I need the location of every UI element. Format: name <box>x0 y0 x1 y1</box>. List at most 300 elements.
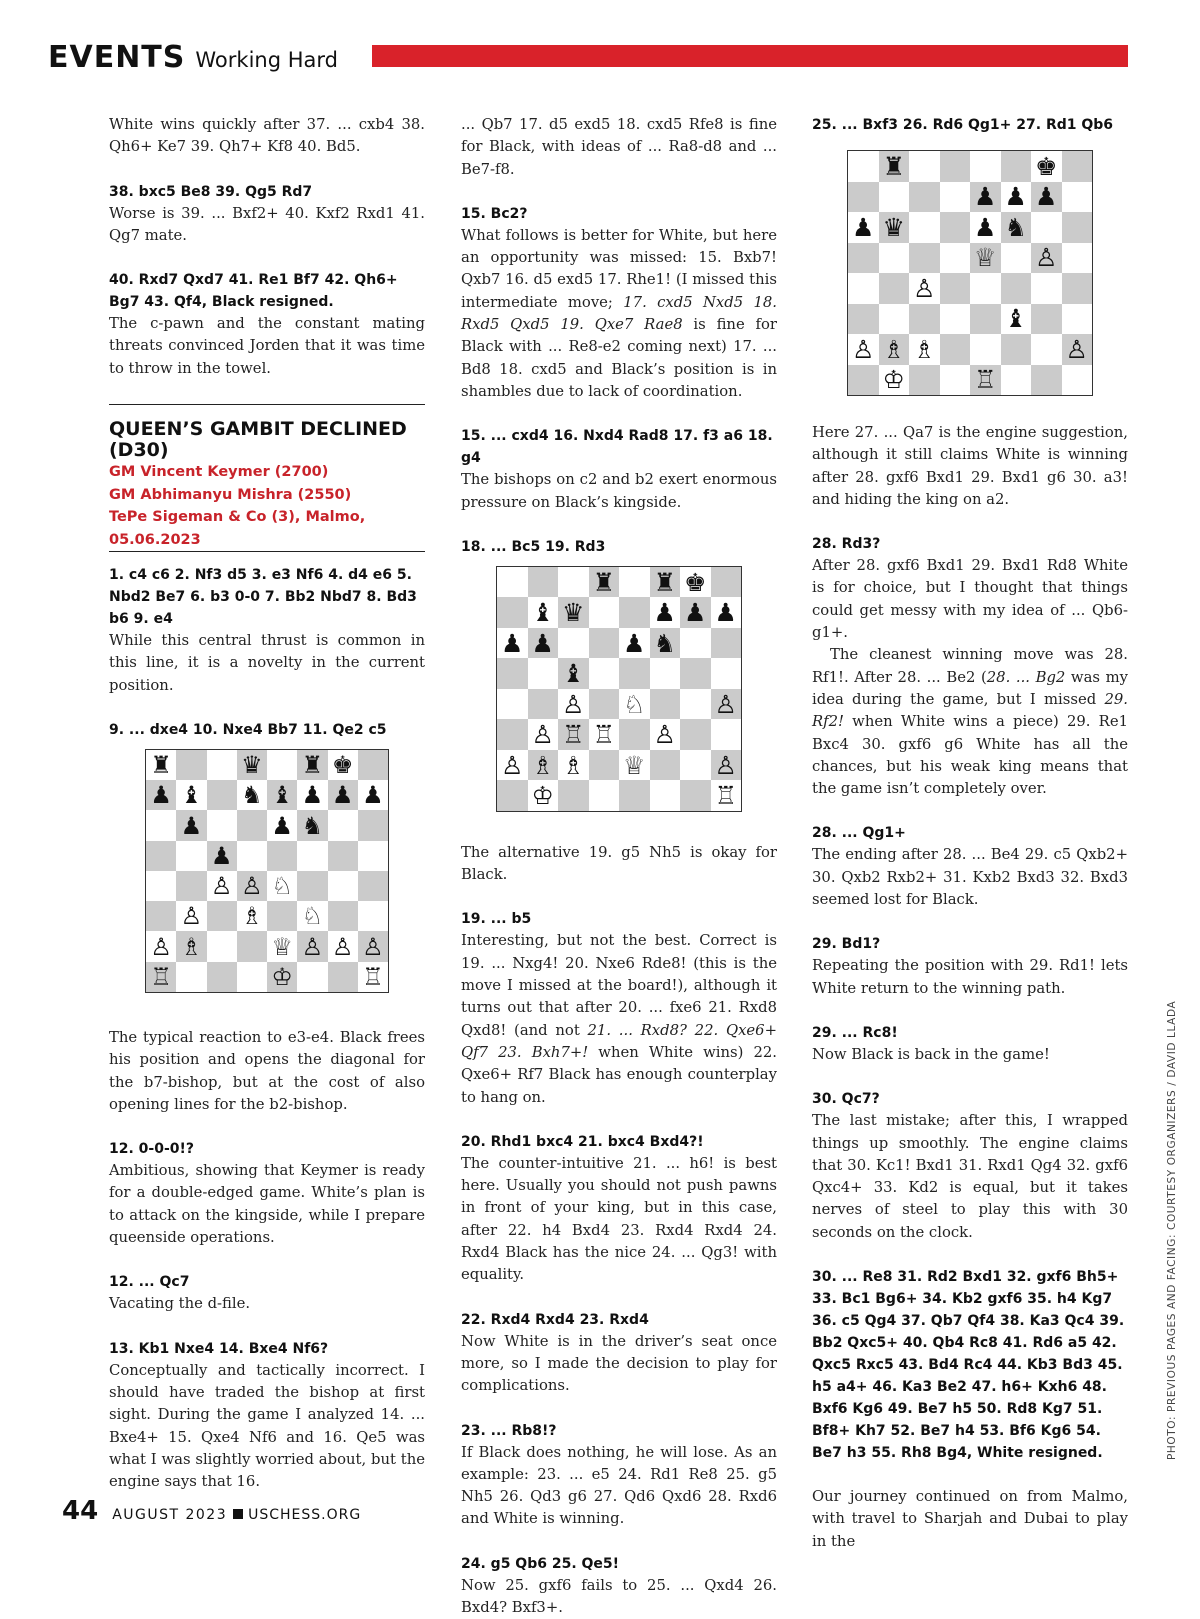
board-square <box>1001 182 1032 213</box>
board-square <box>619 567 650 598</box>
board-square <box>1001 243 1032 274</box>
move-heading: 23. ... Rb8!? <box>461 1422 557 1439</box>
commentary-paragraph <box>461 225 777 403</box>
text-run: was my idea during the game, but I missed <box>812 668 1128 708</box>
black-queen-icon: ♛ <box>882 212 905 242</box>
board-square <box>650 719 681 750</box>
chess-diagram <box>461 566 777 812</box>
white-pawn-icon: ♙ <box>150 932 172 961</box>
board-square <box>619 628 650 659</box>
board-square <box>558 780 589 811</box>
board-square <box>497 658 528 689</box>
board-square <box>328 841 358 871</box>
board-square <box>267 841 297 871</box>
board-square <box>970 182 1001 213</box>
board-square <box>619 658 650 689</box>
spacer <box>461 1109 777 1131</box>
board-square <box>528 689 559 720</box>
chess-board <box>847 150 1093 396</box>
board-square <box>176 962 206 992</box>
board-square <box>358 901 388 931</box>
board-square <box>297 962 327 992</box>
board-square <box>879 151 910 182</box>
board-square <box>297 810 327 840</box>
move-heading: 20. Rhd1 bxc4 21. bxc4 Bxd4?! <box>461 1133 704 1150</box>
board-square <box>619 597 650 628</box>
board-square <box>237 901 267 931</box>
site-name: USCHESS.ORG <box>248 1507 362 1523</box>
board-square <box>297 931 327 961</box>
text-run: What follows is better for White, but here an opportunity was missed: 15. Bxb7! Qxb7 16. d5 exd5 17. Rhe1! (I missed this intermediate move; <box>461 226 777 311</box>
board-square <box>1062 273 1093 304</box>
black-pawn-icon: ♟ <box>623 628 646 658</box>
black-pawn-icon: ♟ <box>331 781 354 810</box>
board-square <box>267 810 297 840</box>
board-square <box>650 597 681 628</box>
black-rook-icon: ♜ <box>592 567 615 597</box>
board-square <box>940 365 971 396</box>
board-square <box>146 901 176 931</box>
column-1 <box>109 114 425 1493</box>
white-pawn-icon: ♙ <box>1035 243 1058 273</box>
board-square <box>940 304 971 335</box>
divider <box>109 404 425 405</box>
white-bishop-icon: ♗ <box>531 750 554 780</box>
board-square <box>619 750 650 781</box>
board-square <box>680 689 711 720</box>
commentary-paragraph: Conceptually and tactically incorrect. I should have traded the bishop at first sight. During the game I analyzed 14. ... Bxe4+ 15. Qxe4 Nf6 and 16. Qe5 was what I was slightly worried about, but the engine says that 16. <box>109 1361 425 1491</box>
commentary-paragraph: The c-pawn and the constant mating threats convinced Jorden that it was time to throw in the towel. <box>109 315 425 377</box>
black-pawn-icon: ♟ <box>1004 182 1027 212</box>
board-square <box>711 567 742 598</box>
black-king-icon: ♚ <box>331 751 354 780</box>
board-square <box>176 780 206 810</box>
board-square <box>711 750 742 781</box>
black-bishop-icon: ♝ <box>562 659 585 689</box>
black-bishop-icon: ♝ <box>271 781 293 810</box>
white-rook-icon: ♖ <box>562 720 585 750</box>
board-square <box>146 780 176 810</box>
board-square <box>619 689 650 720</box>
board-square <box>879 365 910 396</box>
analysis-variation: 21. ... Rxd8? 22. Qxe6+ Qf7 23. Bxh7+! <box>461 1021 777 1061</box>
black-pawn-icon: ♟ <box>271 811 293 840</box>
board-square <box>940 243 971 274</box>
board-square <box>328 871 358 901</box>
board-square <box>680 628 711 659</box>
board-square <box>146 810 176 840</box>
white-queen-icon: ♕ <box>271 932 293 961</box>
commentary-paragraph: White wins quickly after 37. ... cxb4 38. Qh6+ Ke7 39. Qh7+ Kf8 40. Bd5. <box>109 116 425 156</box>
board-square <box>176 871 206 901</box>
board-square <box>1062 243 1093 274</box>
spacer <box>109 1116 425 1138</box>
board-square <box>237 780 267 810</box>
board-square <box>328 810 358 840</box>
white-pawn-icon: ♙ <box>501 750 524 780</box>
spacer <box>812 1244 1128 1266</box>
board-square <box>558 567 589 598</box>
white-pawn-icon: ♙ <box>362 932 384 961</box>
board-square <box>328 780 358 810</box>
move-heading: 19. ... b5 <box>461 911 532 928</box>
board-square <box>940 212 971 243</box>
commentary-paragraph: The typical reaction to e3-e4. Black frees his position and opens the diagonal for the b7-bishop, but at the cost of also opening lines for the b2-bishop. <box>109 1028 425 1113</box>
board-square <box>358 962 388 992</box>
white-pawn-icon: ♙ <box>210 872 233 901</box>
footer-square-icon <box>233 1509 243 1519</box>
board-square <box>970 243 1001 274</box>
white-pawn-icon: ♙ <box>331 932 354 961</box>
board-square <box>909 365 940 396</box>
board-square <box>207 962 237 992</box>
white-rook-icon: ♖ <box>974 365 997 395</box>
commentary-paragraph: The last mistake; after this, I wrapped things up smoothly. The engine claims that 30. Kc1! Bxd1 31. Rxd1 Qg4 32. gxf6 Qxc4+ 33. Kd2 is equal, but it takes nerves of steel to play this with 30 seconds on the clock. <box>812 1112 1128 1241</box>
board-square <box>940 273 971 304</box>
board-square <box>497 780 528 811</box>
board-square <box>909 273 940 304</box>
board-square <box>848 151 879 182</box>
board-square <box>237 750 267 780</box>
commentary-paragraph: The counter-intuitive 21. ... h6! is best here. Usually you should not push pawns in front of your king, but in this case, after 22. h4 Bxd4 23. Rxd4 Rxd4 24. Rxd4 Black has the nice 24. ... Qg3! with equality. <box>461 1154 777 1284</box>
commentary-paragraph: The ending after 28. ... Be4 29. c5 Qxb2+ 30. Qxb2 Rxb2+ 31. Kxb2 Bxd3 32. Bxd3 seemed lost for Black. <box>812 846 1128 909</box>
board-square <box>711 719 742 750</box>
white-rook-icon: ♖ <box>592 720 615 750</box>
black-knight-icon: ♞ <box>1004 212 1027 242</box>
board-square <box>1062 365 1093 396</box>
move-heading: 30. ... Re8 31. Rd2 Bxd1 32. gxf6 Bh5+ 33. Bc1 Bg6+ 34. Kb2 gxf6 35. h4 Kg7 36. c5 Qg4 37. Qb7 Qf4 38. Ka3 Qc4 39. Bb2 Qxc5+ 40. Qb4 Rc8 41. Rd6 a5 42. Qxc5 Rxc5 43. Bd4 Rc4 44. Kb3 Bd3 45. h5 a4+ 46. Ka3 Be2 47. h6+ Kxh6 48. Bxf6 Kg6 49. Be7 h5 50. Rd8 Kg7 51. Bf8+ Kh7 52. Be7 h4 53. Bf6 Kg6 54. Be7 h3 55. Rh8 Bg4, White resigned. <box>812 1269 1125 1462</box>
black-bishop-icon: ♝ <box>531 598 554 628</box>
board-square <box>848 304 879 335</box>
column-2 <box>461 114 777 1619</box>
board-square <box>176 901 206 931</box>
page-footer <box>62 1496 361 1526</box>
spacer <box>109 1316 425 1338</box>
move-heading: 29. Bd1? <box>812 936 881 953</box>
board-square <box>711 658 742 689</box>
board-square <box>680 597 711 628</box>
white-pawn-icon: ♙ <box>714 750 737 780</box>
black-bishop-icon: ♝ <box>1004 304 1027 334</box>
move-heading: 9. ... dxe4 10. Nxe4 Bb7 11. Qe2 c5 <box>109 721 387 738</box>
black-queen-icon: ♛ <box>562 598 585 628</box>
commentary-paragraph: Worse is 39. ... Bxf2+ 40. Kxf2 Rxd1 41. Qg7 mate. <box>109 204 425 244</box>
spacer <box>109 552 425 564</box>
board-square <box>589 597 620 628</box>
board-square <box>680 567 711 598</box>
section-title: EVENTS <box>48 40 186 75</box>
photo-credit: PHOTO: PREVIOUS PAGES AND FACING: COURTESY ORGANIZERS / DAVID LLADA <box>1166 1000 1178 1460</box>
move-heading: 22. Rxd4 Rxd4 23. Rxd4 <box>461 1311 649 1328</box>
board-square <box>558 597 589 628</box>
board-square <box>207 810 237 840</box>
move-heading: 24. g5 Qb6 25. Qe5! <box>461 1555 620 1572</box>
board-square <box>328 750 358 780</box>
black-king-icon: ♚ <box>684 567 707 597</box>
section-subtitle: Working Hard <box>195 48 338 72</box>
board-square <box>1001 304 1032 335</box>
commentary-paragraph: After 28. gxf6 Bxd1 29. Bxd1 Rd8 White is for choice, but I thought that things could get messy with my idea of ... Qb6-g1+. <box>812 557 1128 642</box>
board-square <box>650 567 681 598</box>
board-square <box>207 931 237 961</box>
board-square <box>146 962 176 992</box>
board-square <box>970 334 1001 365</box>
black-pawn-icon: ♟ <box>714 598 737 628</box>
white-rook-icon: ♖ <box>362 962 384 991</box>
board-square <box>267 962 297 992</box>
board-square <box>848 273 879 304</box>
white-pawn-icon: ♙ <box>241 872 263 901</box>
white-knight-icon: ♘ <box>301 902 324 931</box>
board-square <box>146 750 176 780</box>
board-square <box>497 750 528 781</box>
board-square <box>711 689 742 720</box>
board-square <box>1062 151 1093 182</box>
commentary-paragraph: Now White is in the driver’s seat once more, so I made the decision to play for complications. <box>461 1332 777 1395</box>
board-square <box>1001 212 1032 243</box>
board-square <box>297 871 327 901</box>
white-queen-icon: ♕ <box>974 243 997 273</box>
spacer <box>461 403 777 425</box>
move-heading: 30. Qc7? <box>812 1091 880 1108</box>
board-square <box>176 841 206 871</box>
board-square <box>711 628 742 659</box>
black-pawn-icon: ♟ <box>210 841 233 870</box>
white-pawn-icon: ♙ <box>913 273 936 303</box>
move-heading: 1. c4 c6 2. Nf3 d5 3. e3 Nf6 4. d4 e6 5. Nbd2 Be7 6. b3 0-0 7. Bb2 Nbd7 8. Bd3 b6 9. e4 <box>109 567 417 628</box>
board-square <box>1031 334 1062 365</box>
board-square <box>358 931 388 961</box>
board-square <box>848 182 879 213</box>
board-square <box>848 212 879 243</box>
board-square <box>970 273 1001 304</box>
analysis-variation: 17. cxd5 Nxd5 18. Rxd5 Qxd5 19. Qxe7 Rae8 <box>461 293 777 334</box>
board-square <box>1001 273 1032 304</box>
board-square <box>1062 182 1093 213</box>
black-pawn-icon: ♟ <box>501 628 524 658</box>
chess-board <box>496 566 742 812</box>
white-pawn-icon: ♙ <box>562 689 585 719</box>
board-square <box>267 931 297 961</box>
text-run: when White wins a piece) 29. Re1 Bxc4 30. gxf6 g6 White has all the chances, but his weak king means that the game isn’t completely over. <box>812 713 1128 798</box>
board-square <box>146 841 176 871</box>
white-knight-icon: ♘ <box>271 872 293 901</box>
black-pawn-icon: ♟ <box>362 781 384 810</box>
board-square <box>1031 151 1062 182</box>
commentary-paragraph: ... Qb7 17. d5 exd5 18. cxd5 Rfe8 is fine for Black, with ideas of ... Ra8-d8 and ... Be7-f8. <box>461 116 777 178</box>
black-pawn-icon: ♟ <box>852 212 875 242</box>
board-square <box>207 871 237 901</box>
board-square <box>358 871 388 901</box>
board-square <box>497 689 528 720</box>
board-square <box>207 750 237 780</box>
board-square <box>528 597 559 628</box>
commentary-paragraph: Repeating the position with 29. Rd1! lets White return to the winning path. <box>812 957 1128 997</box>
board-square <box>879 182 910 213</box>
text-run: Interesting, but not the best. Correct is 19. ... Nxg4! 20. Nxe6 Rde8! (this is the move I missed at the board!), although it turns out that after 20. ... fxe6 21. Rxd8 Qxd8! (and not <box>461 932 777 1039</box>
board-square <box>207 780 237 810</box>
board-square <box>1031 212 1062 243</box>
spacer <box>461 886 777 908</box>
board-square <box>328 962 358 992</box>
board-square <box>680 780 711 811</box>
analysis-variation: 29. Rf2! <box>812 690 1128 731</box>
move-heading: 12. ... Qc7 <box>109 1274 190 1291</box>
board-square <box>497 719 528 750</box>
board-square <box>497 628 528 659</box>
chess-diagram <box>109 749 425 993</box>
black-pawn-icon: ♟ <box>1035 182 1058 212</box>
spacer <box>812 1000 1128 1022</box>
board-square <box>1031 243 1062 274</box>
board-square <box>650 628 681 659</box>
spacer <box>812 1464 1128 1486</box>
board-square <box>940 334 971 365</box>
text-run: when White wins) 22. Qxe6+ Rf7 Black has enough counterplay to hang on. <box>461 1043 778 1106</box>
commentary-paragraph: Our journey continued on from Malmo, with travel to Sharjah and Dubai to play in the <box>812 1488 1128 1550</box>
text-run: The cleanest winning move was 28. Rf1!. After 28. ... Be2 ( <box>812 646 1128 686</box>
board-square <box>680 750 711 781</box>
board-square <box>848 365 879 396</box>
spacer <box>812 1066 1128 1088</box>
white-rook-icon: ♖ <box>150 962 172 991</box>
white-rook-icon: ♖ <box>714 781 737 811</box>
commentary-paragraph: While this central thrust is common in this line, it is a novelty in the current position. <box>109 632 425 694</box>
board-square <box>650 750 681 781</box>
commentary-paragraph: The bishops on c2 and b2 exert enormous pressure on Black’s kingside. <box>461 471 777 511</box>
commentary-paragraph: Now 25. gxf6 fails to 25. ... Qxd4 26. Bxd4? Bxf3+. <box>461 1576 777 1616</box>
spacer <box>461 1398 777 1420</box>
board-square <box>497 597 528 628</box>
board-square <box>267 780 297 810</box>
game-title: QUEEN’S GAMBIT DECLINED (D30) <box>109 418 407 462</box>
board-square <box>1062 334 1093 365</box>
board-square <box>909 182 940 213</box>
spacer <box>109 697 425 719</box>
game-info: GM Vincent Keymer (2700) <box>109 464 329 481</box>
black-pawn-icon: ♟ <box>531 628 554 658</box>
board-square <box>358 750 388 780</box>
move-heading: 15. ... cxd4 16. Nxd4 Rad8 17. f3 a6 18. g4 <box>461 428 773 467</box>
move-heading: 18. ... Bc5 19. Rd3 <box>461 538 606 555</box>
board-square <box>619 719 650 750</box>
board-square <box>558 658 589 689</box>
board-square <box>589 658 620 689</box>
white-pawn-icon: ♙ <box>852 334 875 364</box>
board-square <box>176 810 206 840</box>
board-square <box>528 780 559 811</box>
white-king-icon: ♔ <box>531 781 554 811</box>
black-bishop-icon: ♝ <box>180 781 203 810</box>
board-square <box>1001 334 1032 365</box>
board-square <box>1031 182 1062 213</box>
board-square <box>650 658 681 689</box>
board-square <box>237 931 267 961</box>
board-square <box>970 212 1001 243</box>
black-pawn-icon: ♟ <box>150 781 172 810</box>
board-square <box>528 719 559 750</box>
board-square <box>528 628 559 659</box>
board-square <box>528 658 559 689</box>
white-pawn-icon: ♙ <box>301 932 324 961</box>
move-heading: 28. ... Qg1+ <box>812 825 906 842</box>
spacer <box>109 159 425 181</box>
board-square <box>297 841 327 871</box>
board-square <box>848 243 879 274</box>
board-square <box>267 901 297 931</box>
black-rook-icon: ♜ <box>653 567 676 597</box>
board-square <box>358 780 388 810</box>
board-square <box>1001 365 1032 396</box>
move-heading: 12. 0-0-0!? <box>109 1141 195 1158</box>
board-square <box>558 628 589 659</box>
white-pawn-icon: ♙ <box>180 902 203 931</box>
black-knight-icon: ♞ <box>241 781 263 810</box>
board-square <box>1062 304 1093 335</box>
board-square <box>528 750 559 781</box>
commentary-paragraph <box>461 930 777 1108</box>
board-square <box>497 567 528 598</box>
black-knight-icon: ♞ <box>301 811 324 840</box>
black-pawn-icon: ♟ <box>974 182 997 212</box>
board-square <box>297 750 327 780</box>
board-square <box>909 304 940 335</box>
move-heading: 29. ... Rc8! <box>812 1024 898 1041</box>
board-square <box>558 689 589 720</box>
white-knight-icon: ♘ <box>623 689 646 719</box>
board-square <box>176 750 206 780</box>
board-square <box>680 658 711 689</box>
page-number: 44 <box>62 1496 99 1526</box>
black-pawn-icon: ♟ <box>180 811 203 840</box>
spacer <box>461 181 777 203</box>
board-square <box>589 567 620 598</box>
board-square <box>879 334 910 365</box>
commentary-paragraph: Vacating the d-file. <box>109 1295 251 1313</box>
spacer <box>812 911 1128 933</box>
board-square <box>1031 304 1062 335</box>
board-square <box>879 243 910 274</box>
board-square <box>267 750 297 780</box>
text-run: is fine for Black with ... Re8-e2 coming next) 17. ... Bd8 18. cxd5 and Black’s position is in shambles due to lack of coordination. <box>461 316 777 400</box>
commentary-paragraph: Here 27. ... Qa7 is the engine suggestion, although it still claims White is winning after 28. gxf6 Bxd1 29. Bxd1 g6 30. a3! and hiding the king on a2. <box>812 424 1128 508</box>
board-square <box>358 810 388 840</box>
white-bishop-icon: ♗ <box>913 334 936 364</box>
spacer <box>109 247 425 269</box>
board-square <box>297 780 327 810</box>
board-square <box>970 151 1001 182</box>
spacer <box>461 1287 777 1309</box>
board-square <box>1031 365 1062 396</box>
header-red-bar <box>372 45 1128 67</box>
black-king-icon: ♚ <box>1035 151 1058 181</box>
column-3 <box>812 114 1128 1553</box>
board-square <box>358 841 388 871</box>
game-info: GM Abhimanyu Mishra (2550) <box>109 486 352 503</box>
spacer <box>461 1531 777 1553</box>
white-king-icon: ♔ <box>271 962 293 991</box>
white-pawn-icon: ♙ <box>1065 334 1088 364</box>
board-square <box>237 871 267 901</box>
move-heading: 15. Bc2? <box>461 205 528 222</box>
board-square <box>237 810 267 840</box>
board-square <box>650 689 681 720</box>
board-square <box>1001 151 1032 182</box>
black-rook-icon: ♜ <box>301 751 324 780</box>
black-knight-icon: ♞ <box>653 628 676 658</box>
board-square <box>940 151 971 182</box>
board-square <box>619 780 650 811</box>
